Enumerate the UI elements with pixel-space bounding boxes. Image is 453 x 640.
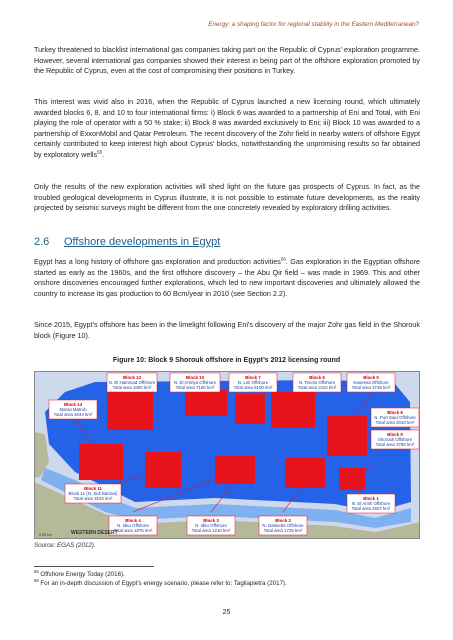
label-block-14-size: Total area 4044 km² bbox=[53, 412, 93, 417]
label-block-10-size: Total area 7150 km² bbox=[175, 385, 215, 390]
label-block-7-name: Block 7 bbox=[245, 375, 261, 380]
section-title: Offshore developments in Egypt bbox=[64, 236, 221, 248]
footnote-divider bbox=[34, 566, 154, 567]
footnote-ref-55[interactable]: 55 bbox=[97, 149, 103, 155]
label-block-1-name: Block 1 bbox=[363, 496, 379, 501]
footnote-55-text: Offshore Energy Today (2016). bbox=[40, 571, 125, 578]
label-block-5-name: Block 5 bbox=[363, 375, 379, 380]
label-block-7-area: N. Leil Offshore bbox=[237, 380, 269, 385]
label-block-1-area: N. El Arish Offshore bbox=[351, 501, 391, 506]
label-block-9-area: Shorouk Offshore bbox=[377, 437, 413, 442]
label-block-5 bbox=[347, 373, 395, 392]
paragraph-turkey: Turkey threatened to blacklist international gas companies taking part on the Republic of Cyprus’ exploration programme. However, several international gas companies showed their interest in being part of the offshore exploration promoted by the Republic of Cyprus, even at the cost of compromising their positions in Turkey. bbox=[34, 45, 420, 76]
page-number: 25 bbox=[222, 609, 231, 616]
label-block-1 bbox=[347, 494, 395, 513]
label-block-10-area: N. El Amriya Offshore bbox=[173, 380, 217, 385]
block-10-area bbox=[185, 390, 227, 416]
running-header: Energy: a shaping factor for regional stability in the Eastern Mediterranean? bbox=[208, 21, 419, 28]
block-7-area bbox=[235, 394, 265, 424]
label-block-12-area: N. El Hammad Offshore bbox=[108, 380, 156, 385]
label-block-11 bbox=[65, 484, 121, 503]
label-block-9-name: Block 9 bbox=[387, 432, 403, 437]
label-block-10 bbox=[170, 373, 220, 392]
label-block-11-name: Block 11 bbox=[84, 486, 102, 491]
label-block-7-size: Total area 5100 km² bbox=[233, 385, 273, 390]
label-block-4-area: N. Idku Offshore bbox=[117, 523, 149, 528]
paragraph-licensing-round bbox=[34, 97, 420, 161]
footnote-55 bbox=[34, 568, 125, 578]
licensing-map bbox=[34, 371, 420, 539]
paragraph-text-rest: . Gas exploration in the Egyptian offshore started as early as the 1960s, and the first offshore discovery – the Abu Qir field – was made in 1969. This and other onshore discoveries encouraged further explorations, which led to new important discoveries and ultimately allowed the country to increase its gas production to 60 Bcm/year in 2010 (see Section 2.2). bbox=[34, 257, 420, 298]
figure-caption: Figure 10: Block 9 Shorouk offshore in Egypt’s 2012 licensing round bbox=[112, 357, 341, 364]
label-block-8-size: Total area 2010 km² bbox=[375, 420, 415, 425]
label-block-8 bbox=[371, 408, 419, 427]
label-block-2-name: Block 2 bbox=[275, 518, 291, 523]
label-block-9 bbox=[371, 430, 419, 449]
label-block-6-name: Block 6 bbox=[309, 375, 325, 380]
footnote-56 bbox=[34, 577, 287, 587]
label-block-6-size: Total area 3110 km² bbox=[297, 385, 337, 390]
label-block-8-name: Block 8 bbox=[387, 410, 403, 415]
block-11-area bbox=[145, 452, 181, 488]
label-block-12-size: Total area 3450 km² bbox=[112, 385, 152, 390]
figure-source: Source: EGAS (2012). bbox=[34, 542, 96, 549]
label-block-2-size: Total area 1725 km² bbox=[263, 528, 303, 533]
label-block-12-name: Block 12 bbox=[122, 375, 142, 380]
paragraph-results: Only the results of the new exploration activities will shed light on the future gas prospects of Cyprus. In fact, as the troubled geological developments in Cyprus illustrate, it is not possible to estimate future developments, as the reality projected by seismic surveys might be different from the one concretely revealed by exploratory drilling activities. bbox=[34, 182, 420, 213]
label-block-8-area: N. Port Said Offshore bbox=[374, 415, 416, 420]
label-block-6 bbox=[293, 373, 341, 392]
label-block-2 bbox=[259, 516, 307, 535]
label-block-3-name: Block 3 bbox=[203, 518, 219, 523]
label-block-11-area: Block 11 (N. Sidi Barrani) bbox=[68, 491, 118, 496]
western-desert-label: WESTERN DESERT bbox=[71, 530, 118, 536]
label-block-11-size: Total area 3103 km² bbox=[73, 496, 113, 501]
label-block-14-area: Marsa Matruh bbox=[59, 407, 87, 412]
label-block-1-size: Total area 2507 km² bbox=[351, 506, 391, 511]
label-block-14 bbox=[49, 400, 97, 419]
label-block-9-size: Total area 3750 km² bbox=[375, 442, 415, 447]
paragraph-text: This interest was vivid also in 2016, when the Republic of Cyprus launched a new licensing round, which ultimately awarded blocks 6, 8, and 10 to four international firms: i) Block 6 was awarded to a partnership of Eni and Total, with Eni playing the role of operator with a 50 % stake; ii) Block 8 was awarded exclusively to Eni; iii) Block 10 was awarded to a partnership of ExxonMobil and Qatar Petroleum. The recent discovery of the Zohr field in nearby waters of offshore Egypt certainly contributed to keep interest high about Cyprus’ blocks, notwithstanding the unpromising results so far obtained by exploratory wells bbox=[34, 97, 420, 159]
label-block-3-size: Total area 1210 km² bbox=[191, 528, 231, 533]
section-number: 2.6 bbox=[34, 236, 50, 248]
scale-label: 0 50 km bbox=[39, 533, 52, 537]
block-1-area bbox=[339, 468, 365, 490]
paragraph-text: Egypt has a long history of offshore gas exploration and production activities bbox=[34, 257, 281, 266]
section-heading bbox=[34, 236, 220, 248]
block-2-area bbox=[285, 458, 325, 488]
label-block-3 bbox=[187, 516, 235, 535]
paragraph-zohr: Since 2015, Egypt’s offshore has been in the limelight following Eni’s discovery of the major Zohr gas field in the Shorouk block (Figure 10). bbox=[34, 320, 420, 340]
label-block-4-size: Total area 1875 km² bbox=[113, 528, 153, 533]
label-block-7 bbox=[229, 373, 277, 392]
footnote-ref-56[interactable]: 56 bbox=[280, 256, 286, 262]
label-block-12 bbox=[107, 373, 157, 392]
block-6-area bbox=[271, 392, 315, 428]
label-block-10-name: Block 10 bbox=[185, 375, 205, 380]
paragraph-egypt-history bbox=[34, 257, 420, 299]
paragraph-end: . bbox=[102, 149, 105, 159]
label-block-5-area: Kaneesa Offshore bbox=[353, 380, 389, 385]
footnote-56-text: For an in-depth discussion of Egypt’s energy scenario, please refer to: Tagliapietra (2017). bbox=[40, 580, 287, 587]
block-4-area bbox=[215, 456, 255, 484]
block-14-area bbox=[79, 444, 123, 480]
footnote-55-number: 55 bbox=[34, 568, 39, 574]
label-block-5-size: Total area 3745 km² bbox=[351, 385, 391, 390]
label-block-6-area: N. Tennis Offshore bbox=[298, 380, 336, 385]
footnote-56-number: 56 bbox=[34, 577, 39, 583]
label-block-3-area: N. Idku Offshore bbox=[195, 523, 227, 528]
label-block-4-name: Block 4 bbox=[125, 518, 141, 523]
label-block-14-name: Block 14 bbox=[63, 402, 83, 407]
label-block-2-area: N. Damietta Offshore bbox=[262, 523, 304, 528]
